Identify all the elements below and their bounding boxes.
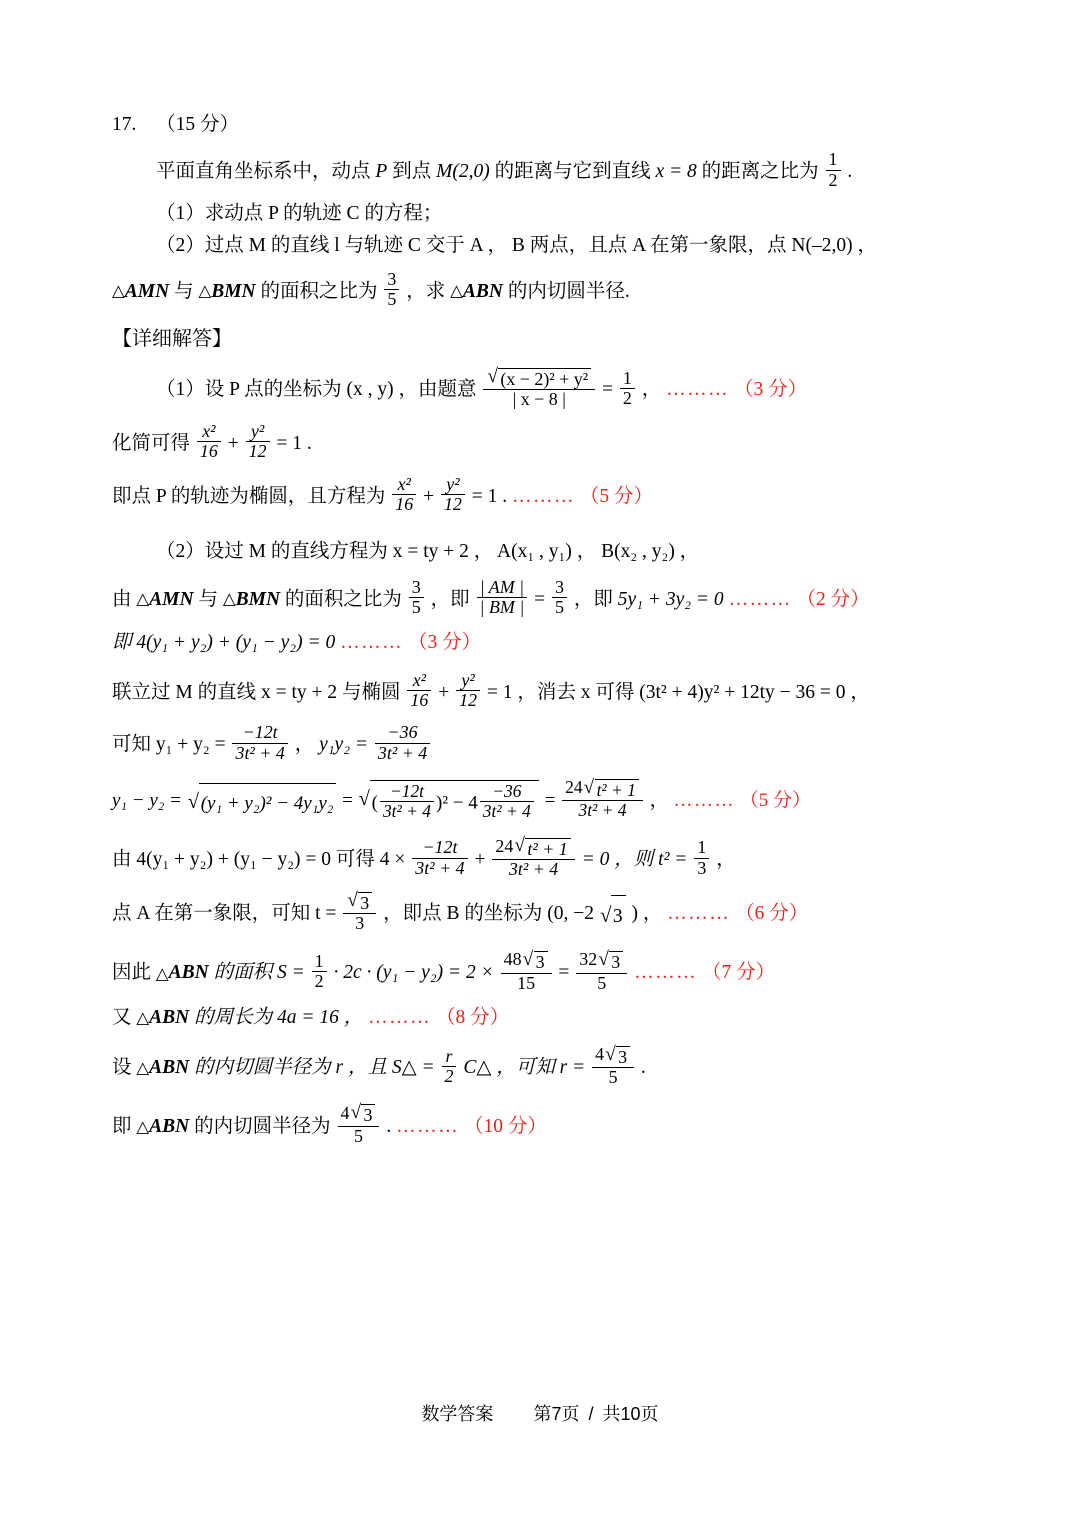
solution-step-5: 由 △ AMN 与 △ BMN 的面积之比为 $\frac{3}{5}$ ，即 $\frac{| AM |}{| BM |}$ = $\frac{3}{5}$ ，即 5y₁ + 3y₂ = 0 ……… （2 分） (112, 578, 972, 619)
s10-fraction-2: $\frac{\text{24 √ t² + 1}}{\text{3t² + 4}}$ (492, 837, 574, 879)
s12-mid: · 2c · (y₁ − y₂) = 2 × (333, 962, 494, 984)
stem-line-eq: x = 8 (655, 161, 697, 183)
triangle-icon (136, 1116, 149, 1137)
s1-mark: （3 分） (734, 379, 808, 401)
s6-expr: 即 4(y₁ + y₂) + (y₁ − y₂) = 0 (112, 632, 336, 654)
s5-pre: 由 (112, 588, 132, 610)
s10-fraction-1: $\frac{-12t}{\text{3t² + 4}}$ (412, 838, 467, 878)
stem-lead: 平面直角坐标系中，动点 (156, 161, 371, 183)
s1-rhs-fraction: $\frac{1}{2}$ (620, 369, 635, 409)
triangle-icon (156, 963, 169, 984)
s1-pre: （1）设 P 点的坐标为 (x , y) ，由题意 (156, 379, 477, 401)
s12-mark: （7 分） (701, 962, 776, 984)
s2-eq: = 1 . (276, 432, 312, 454)
s12-pre: 因此 (112, 962, 152, 984)
solution-step-1 (112, 367, 972, 409)
triangle-icon (198, 280, 211, 301)
s3-eq: = 1 . (471, 485, 508, 507)
s5-dots: ……… (728, 588, 792, 610)
s2-pre: 化简可得 (112, 432, 191, 454)
q2-ratio-fraction: $\frac{3}{5}$ (384, 270, 399, 310)
s11-dots: ……… (667, 903, 731, 925)
s13-mark: （8 分） (436, 1006, 510, 1028)
s14-pre: 设 (112, 1057, 132, 1079)
s5-am-bm-fraction: $\frac{| AM |}{| BM |}$ (477, 578, 528, 618)
s11-pre: 点 A 在第一象限，可知 t = (112, 903, 337, 925)
s11-root: √ 3 (600, 895, 626, 936)
triangle-icon (450, 280, 463, 301)
s5-expr: 5y₁ + 3y₂ = 0 (617, 588, 724, 610)
solution-step-10 (112, 837, 972, 879)
s7-pre: 联立过 M 的直线 x = ty + 2 与椭圆 (112, 681, 401, 703)
s10-eq: = 0 ，则 t² = (581, 849, 688, 871)
s3-mark: （5 分） (579, 485, 654, 507)
s5-eq2: = (534, 588, 546, 610)
s5-ratio-fraction: $\frac{3}{5}$ (409, 578, 424, 618)
s3-dots: ……… (512, 485, 575, 507)
s9-root-2: √ ( $\frac{-12t}{\text{3t² + 4}}$ )² − 4 $\frac{-36}{\text{3t² + 4}}$ (359, 780, 539, 823)
document-content (112, 112, 972, 1152)
s14-mid: C△ ，可知 r = (463, 1057, 586, 1079)
s9-mark: （5 分） (739, 790, 811, 812)
s15-end: . (386, 1115, 392, 1137)
answer-heading: 【详细解答】 (112, 328, 232, 351)
s1-main-fraction: √ $\frac{\text{(x − 2)² + y²}}{| x - 8 |}$ (483, 367, 595, 409)
stem-ratio-text: 的距离之比为 (701, 161, 819, 183)
s12-eq: = (558, 962, 570, 984)
stem-dist-text: 的距离与它到直线 (494, 161, 651, 183)
s12-post: 的面积 S = (213, 962, 305, 984)
s9-dots: ……… (673, 790, 735, 812)
s11-close: ) ， (631, 903, 663, 925)
s7-plus: + (438, 681, 450, 703)
s8-sum-fraction: $\frac{-12t}{\text{3t² + 4}}$ (232, 723, 287, 763)
s15-fraction-result: $\frac{4 √ 3}{5}$ (338, 1104, 380, 1146)
s3-fraction-x: $\frac{\text{x²}}{16}$ (392, 475, 416, 515)
s14-end: . (640, 1057, 646, 1079)
s5-post: 的面积之比为 (284, 588, 402, 610)
s2-fraction-y: $\frac{\text{y²}}{12}$ (246, 422, 270, 462)
triangle-icon (112, 280, 125, 301)
s15-pre: 即 (112, 1115, 132, 1137)
s13-dots: ……… (368, 1006, 432, 1028)
s2-plus: + (227, 432, 239, 454)
q2-text: 的面积之比为 (260, 280, 378, 302)
s5-ratio-fraction-2: $\frac{3}{5}$ (552, 578, 567, 618)
s11-mark: （6 分） (735, 903, 809, 925)
page-footer (0, 1400, 1080, 1426)
footer-page-number: 第7页 (533, 1404, 580, 1424)
triangle-icon (136, 1007, 149, 1028)
s10-pre: 由 4(y₁ + y₂) + (y₁ − y₂) = 0 可得 4 × (112, 849, 406, 871)
s12-fraction-2: $\frac{48 √ 3}{15}$ (501, 950, 552, 992)
s12-fraction-half: $\frac{1}{2}$ (312, 952, 327, 992)
solution-step-8 (112, 723, 972, 764)
solution-step-14: 设 △ ABN 的内切圆半径为 r ，且 S△ = $\frac{r}{2}$ C△ ，可知 r = $\frac{4 √ 3}{5}$ . (112, 1045, 972, 1087)
s9-lhs: y₁ − y₂ = (112, 790, 182, 812)
solution-step-13: 又 △ ABN 的周长为 4a = 16 ， ……… （8 分） (112, 1005, 972, 1031)
footer-subject: 数学答案 (421, 1404, 494, 1424)
s8-comma: ， (294, 734, 315, 756)
problem-stem (112, 150, 972, 191)
s9-inner-fraction-1: $\frac{-12t}{\text{3t² + 4}}$ (380, 782, 434, 821)
question-2-line2: △ AMN 与 △ BMN 的面积之比为 $\frac{3}{5}$ ，求 △ ABN 的内切圆半径. (112, 270, 972, 311)
s5-mid: 与 (198, 588, 218, 610)
stem-point-m: M(2,0) (436, 161, 490, 183)
s10-plus: + (474, 849, 486, 871)
s2-fraction-x: $\frac{\text{x²}}{16}$ (197, 422, 221, 462)
s13-post: 的周长为 4a = 16 ， (194, 1006, 364, 1028)
q2-tail: ，求 (406, 280, 446, 302)
solution-step-7 (112, 671, 972, 712)
s9-eq2: = (544, 790, 556, 812)
s15-post: 的内切圆半径为 (194, 1115, 331, 1137)
stem-to-point: 到点 (392, 161, 432, 183)
q2-pre: 与 (174, 280, 194, 302)
footer-total-pages: 共10页 (602, 1404, 659, 1424)
problem-points: （15 分） (156, 114, 240, 135)
triangle-icon (223, 588, 236, 609)
s5-then2: ，即 (573, 588, 613, 610)
s6-dots: ……… (340, 632, 404, 654)
s7-fraction-x: $\frac{\text{x²}}{16}$ (407, 671, 431, 711)
solution-step-3 (112, 475, 972, 516)
s9-comma: ， (649, 790, 669, 812)
s8-prod-fraction: $\frac{-36}{\text{3t² + 4}}$ (375, 723, 430, 763)
s1-equals: = (602, 379, 614, 401)
solution-step-9 (112, 778, 972, 823)
s9-inner-fraction-2: $\frac{-36}{\text{3t² + 4}}$ (480, 782, 534, 821)
s10-fraction-3: $\frac{1}{3}$ (694, 838, 709, 878)
s14-fraction-result: $\frac{4 √ 3}{5}$ (592, 1045, 634, 1087)
s9-root-1: √ (y₁ + y₂)² − 4y₁y₂ (188, 783, 337, 823)
s1-comma: ， (641, 379, 662, 401)
s9-result-fraction: $\frac{\text{24 √ t² + 1}}{\text{3t² + 4}}$ (562, 778, 643, 819)
footer-separator: / (588, 1404, 594, 1424)
solution-step-2 (112, 422, 972, 463)
s3-fraction-y: $\frac{\text{y²}}{12}$ (441, 475, 465, 515)
solution-step-15: 即 △ ABN 的内切圆半径为 $\frac{4 √ 3}{5}$ . ……… （10 分） (112, 1104, 972, 1146)
s7-eq: = 1 ，消去 x 可得 (3t² + 4)y² + 12ty − 36 = 0 ， (486, 681, 870, 703)
solution-step-12: 因此 △ ABN 的面积 S = $\frac{1}{2}$ · 2c · (y₁ − y₂) = 2 × $\frac{48 √ 3}{15}$ = $\frac{32 √ 3}{5}$ ……… （7 分） (112, 950, 972, 992)
stem-period: . (847, 161, 853, 183)
s8-mid: y₁y₂ = (319, 734, 369, 756)
s8-pre: 可知 y₁ + y₂ = (112, 734, 226, 756)
s11-mid: ，即点 B 的坐标为 (0, −2 (383, 903, 595, 925)
s10-comma: ， (716, 849, 736, 871)
s3-pre: 即点 P 的轨迹为椭圆，且方程为 (112, 485, 386, 507)
problem-header (112, 112, 972, 138)
stem-point-p: P (375, 161, 388, 183)
triangle-icon (136, 588, 149, 609)
s15-dots: ……… (396, 1115, 460, 1137)
solution-step-6 (112, 630, 972, 656)
question-2-line1: （2）过点 M 的直线 l 与轨迹 C 交于 A ， B 两点，且点 A 在第一象限，点 N(–2,0) ， (156, 235, 877, 257)
s12-fraction-3: $\frac{32 √ 3}{5}$ (576, 950, 627, 992)
s14-fraction-r2: $\frac{r}{2}$ (442, 1047, 457, 1087)
solution-step-11 (112, 891, 972, 936)
triangle-icon (136, 1057, 149, 1078)
question-1: （1）求动点 P 的轨迹 C 的方程； (156, 203, 443, 225)
s7-fraction-y: $\frac{\text{y²}}{12}$ (456, 671, 480, 711)
s5-mark: （2 分） (796, 588, 870, 610)
q2-tail2: 的内切圆半径. (507, 280, 630, 302)
s9-eq1: = (342, 790, 353, 812)
s6-mark: （3 分） (407, 632, 482, 654)
stem-ratio-fraction: $\frac{1}{2}$ (826, 150, 841, 190)
s12-dots: ……… (634, 962, 698, 984)
s1-dots: ……… (666, 379, 730, 401)
s15-mark: （10 分） (463, 1115, 547, 1137)
s5-then: ，即 (430, 588, 470, 610)
s3-plus: + (423, 485, 435, 507)
s14-post: 的内切圆半径为 r ，且 S△ = (194, 1057, 435, 1079)
solution-step-4: （2）设过 M 的直线方程为 x = ty + 2 ， A(x₁ , y₁) ， B(x₂ , y₂) ， (156, 541, 700, 563)
s11-fraction: √ $\frac{3}{3}$ (343, 891, 376, 933)
s13-pre: 又 (112, 1006, 132, 1028)
problem-number: 17. (112, 114, 137, 135)
